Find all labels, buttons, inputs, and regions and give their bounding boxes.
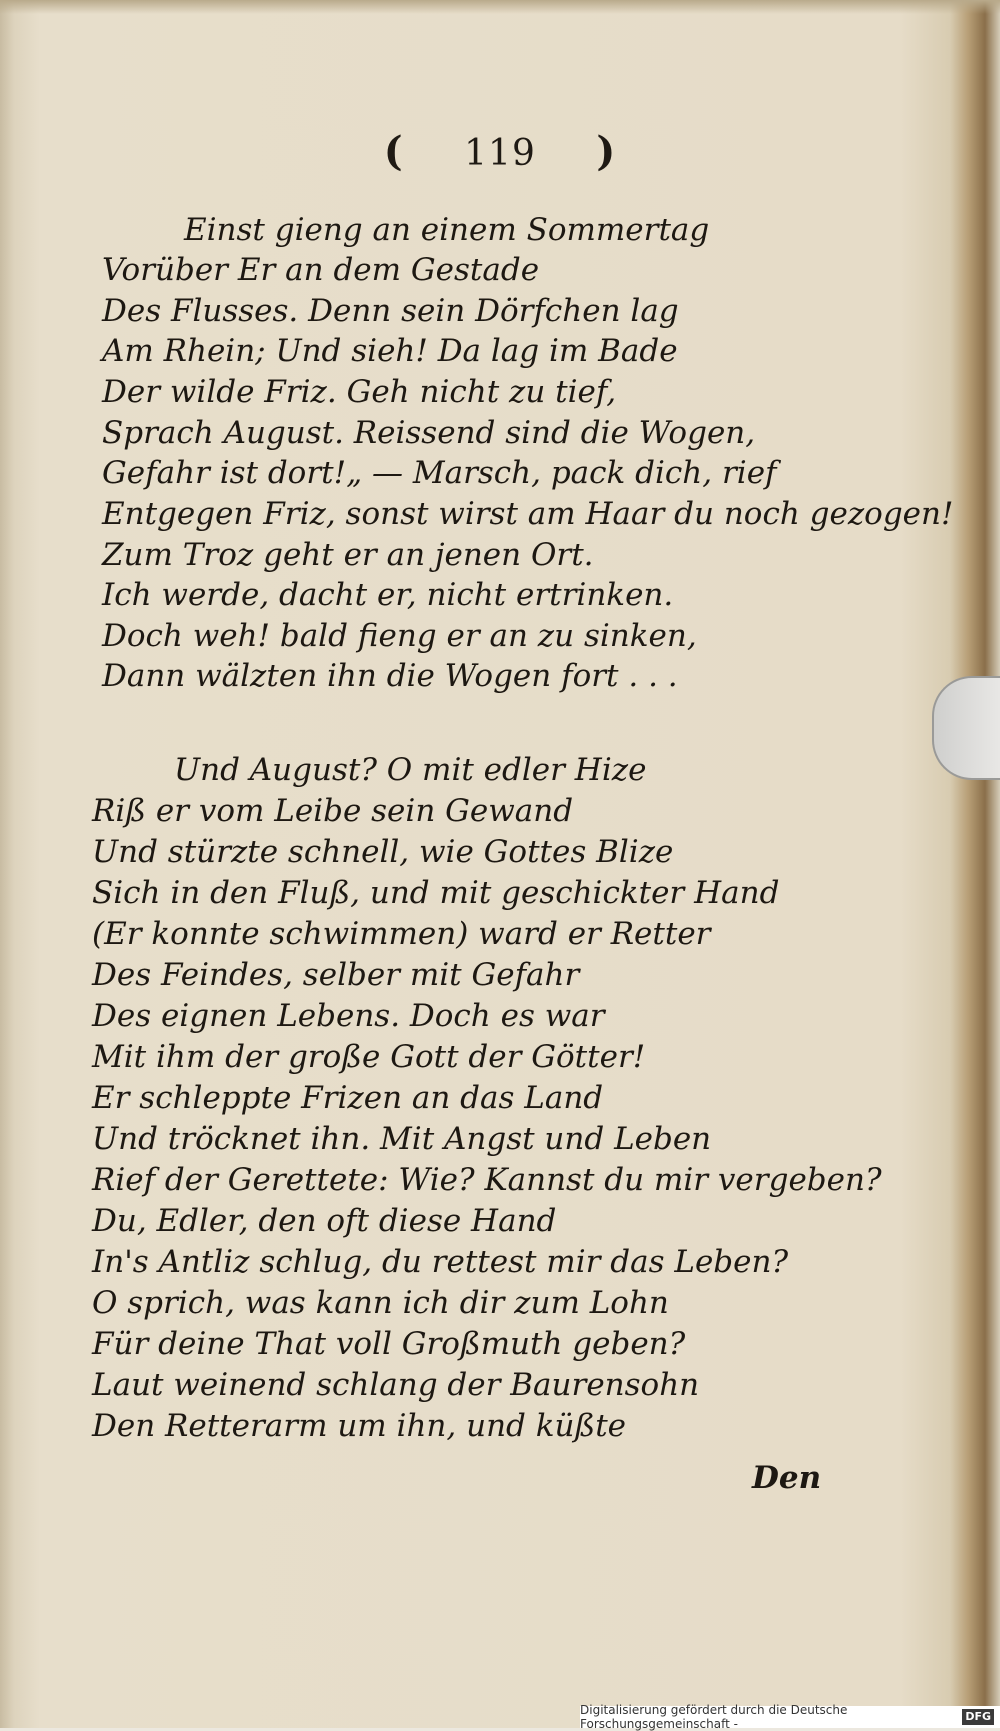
poem-line: Des Flusses. Denn sein Dörfchen lag — [102, 293, 679, 329]
page-number: 119 — [464, 133, 536, 174]
poem-line: Ich werde, dacht er, nicht ertrinken. — [102, 577, 674, 613]
poem-line: Gefahr ist dort!„ — Marsch, pack dich, rief — [102, 455, 777, 491]
credit-text: Digitalisierung gefördert durch die Deutsche Forschungsgemeinschaft - — [580, 1703, 848, 1731]
poem-line: Rief der Gerettete: Wie? Kannst du mir vergeben? — [92, 1162, 882, 1198]
dfg-logo: DFG — [962, 1709, 994, 1725]
poem-line: Der wilde Friz. Geh nicht zu tief, — [102, 374, 617, 410]
poem-line: Einst gieng an einem Sommertag — [184, 212, 710, 248]
poem-line: Du, Edler, den oft diese Hand — [92, 1203, 557, 1239]
poem-line: Am Rhein; Und sieh! Da lag im Bade — [102, 333, 678, 369]
catchword: Den — [752, 1460, 822, 1496]
poem-line: Dann wälzten ihn die Wogen fort . . . — [102, 658, 678, 694]
page-header — [0, 128, 1000, 175]
poem-line: Er schleppte Frizen an das Land — [92, 1080, 604, 1116]
poem-line: Laut weinend schlang der Baurensohn — [92, 1367, 700, 1403]
poem-line: Und tröcknet ihn. Mit Angst und Leben — [92, 1121, 712, 1157]
page-tab-marker — [932, 676, 1000, 780]
poem-line: Des Feindes, selber mit Gefahr — [92, 957, 580, 993]
poem-line: Vorüber Er an dem Gestade — [102, 252, 540, 288]
poem-line: Zum Troz geht er an jenen Ort. — [102, 537, 594, 573]
poem-line: (Er konnte schwimmen) ward er Retter — [92, 916, 711, 952]
poem-line: Riß er vom Leibe sein Gewand — [92, 793, 574, 829]
poem-line: In's Antliz schlug, du rettest mir das Leben? — [92, 1244, 789, 1280]
header-open-paren: ( — [383, 128, 404, 175]
poem-line: Mit ihm der große Gott der Götter! — [92, 1039, 646, 1075]
poem-line: Sich in den Fluß, und mit geschickter Hand — [92, 875, 780, 911]
poem-line: Den Retterarm um ihn, und küßte — [92, 1408, 626, 1444]
poem-line: Für deine That voll Großmuth geben? — [92, 1326, 686, 1362]
poem-line: Doch weh! bald fieng er an zu sinken, — [102, 618, 697, 654]
poem-line: Sprach August. Reissend sind die Wogen, — [102, 415, 756, 451]
poem-line: Und stürzte schnell, wie Gottes Blize — [92, 834, 674, 870]
poem-line: Des eignen Lebens. Doch es war — [92, 998, 605, 1034]
poem-line: Und August? O mit edler Hize — [174, 752, 647, 788]
poem-line: O sprich, was kann ich dir zum Lohn — [92, 1285, 669, 1321]
digitization-credit — [580, 1703, 1000, 1731]
poem-line: Entgegen Friz, sonst wirst am Haar du noch gezogen! — [102, 496, 954, 532]
header-close-paren: ) — [596, 128, 617, 175]
